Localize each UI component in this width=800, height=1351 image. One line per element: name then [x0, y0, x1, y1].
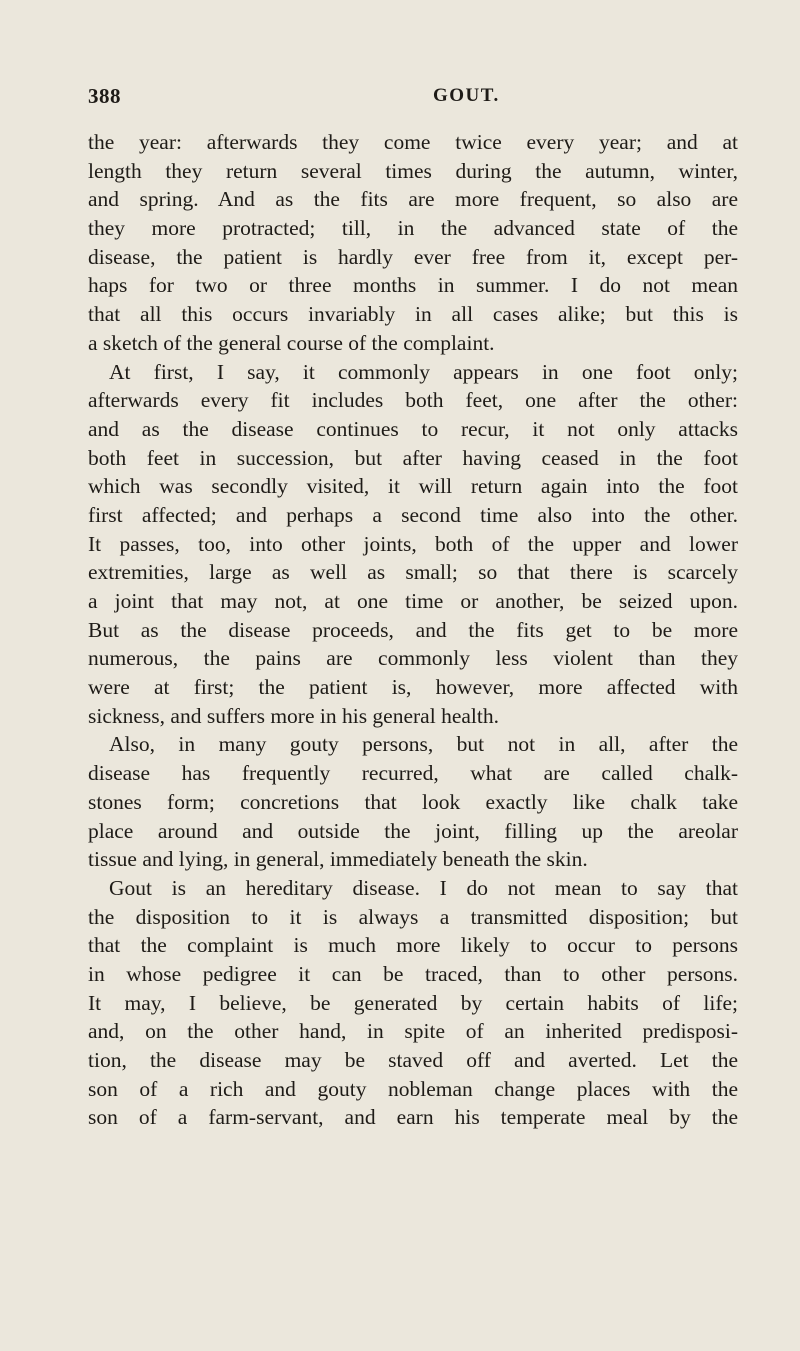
text-line: disease, the patient is hardly ever free from it, except per- — [88, 244, 738, 269]
text-line: a joint that may not, at one time or another, be seized upon. — [88, 589, 738, 613]
text-line: At first, I say, it commonly appears in one foot only; — [109, 359, 738, 384]
text-line: place around and outside the joint, filling up the areolar — [88, 818, 738, 843]
running-title: GOUT. — [433, 85, 500, 106]
text-line: a sketch of the general course of the complaint. — [88, 330, 495, 355]
text-line: sickness, and suffers more in his general health. — [88, 703, 499, 728]
text-line: stones form; concretions that look exactly like chalk take — [88, 789, 738, 814]
page-number: 388 — [88, 84, 121, 108]
text-line: they more protracted; till, in the advanced state of the — [88, 216, 738, 241]
text-line: were at first; the patient is, however, more affected with — [88, 675, 738, 700]
text-line: son of a farm-servant, and earn his temperate meal by the — [88, 1105, 738, 1130]
text-line: both feet in succession, but after having ceased in the foot — [88, 445, 738, 470]
text-line: and spring. And as the fits are more frequent, so also are — [88, 187, 738, 212]
text-line: It may, I believe, be generated by certain habits of life; — [88, 990, 738, 1015]
text-line: length they return several times during the autumn, winter, — [88, 158, 738, 183]
text-line: Gout is an hereditary disease. I do not mean to say that — [109, 875, 738, 900]
text-line: the disposition to it is always a transmitted disposition; but — [88, 904, 738, 929]
page-header — [88, 84, 738, 108]
text-line: and as the disease continues to recur, it not only attacks — [88, 416, 738, 441]
text-line: It passes, too, into other joints, both of the upper and lower — [88, 531, 738, 556]
text-line: and, on the other hand, in spite of an inherited predisposi- — [88, 1019, 738, 1044]
text-line: extremities, large as well as small; so that there is scarcely — [88, 560, 738, 585]
text-line: that all this occurs invariably in all cases alike; but this is — [88, 302, 738, 327]
text-line: numerous, the pains are commonly less violent than they — [88, 646, 738, 671]
text-line: haps for two or three months in summer. I do not mean — [88, 273, 738, 298]
text-line: But as the disease proceeds, and the fits get to be more — [88, 617, 738, 642]
text-line: which was secondly visited, it will return again into the foot — [88, 474, 738, 499]
text-line: tion, the disease may be staved off and averted. Let the — [88, 1048, 738, 1072]
text-line: the year: afterwards they come twice every year; and at — [88, 130, 738, 154]
text-line: tissue and lying, in general, immediately beneath the skin. — [88, 847, 588, 872]
text-line: first affected; and perhaps a second time also into the other. — [88, 502, 738, 527]
text-line: disease has frequently recurred, what are called chalk- — [88, 761, 738, 786]
body-text — [88, 128, 738, 1132]
text-line: Also, in many gouty persons, but not in all, after the — [109, 732, 738, 757]
text-line: afterwards every fit includes both feet, one after the other: — [88, 388, 738, 413]
text-line: in whose pedigree it can be traced, than to other persons. — [88, 961, 738, 986]
text-line: son of a rich and gouty nobleman change places with the — [88, 1076, 738, 1101]
text-line: that the complaint is much more likely to occur to persons — [88, 933, 738, 958]
